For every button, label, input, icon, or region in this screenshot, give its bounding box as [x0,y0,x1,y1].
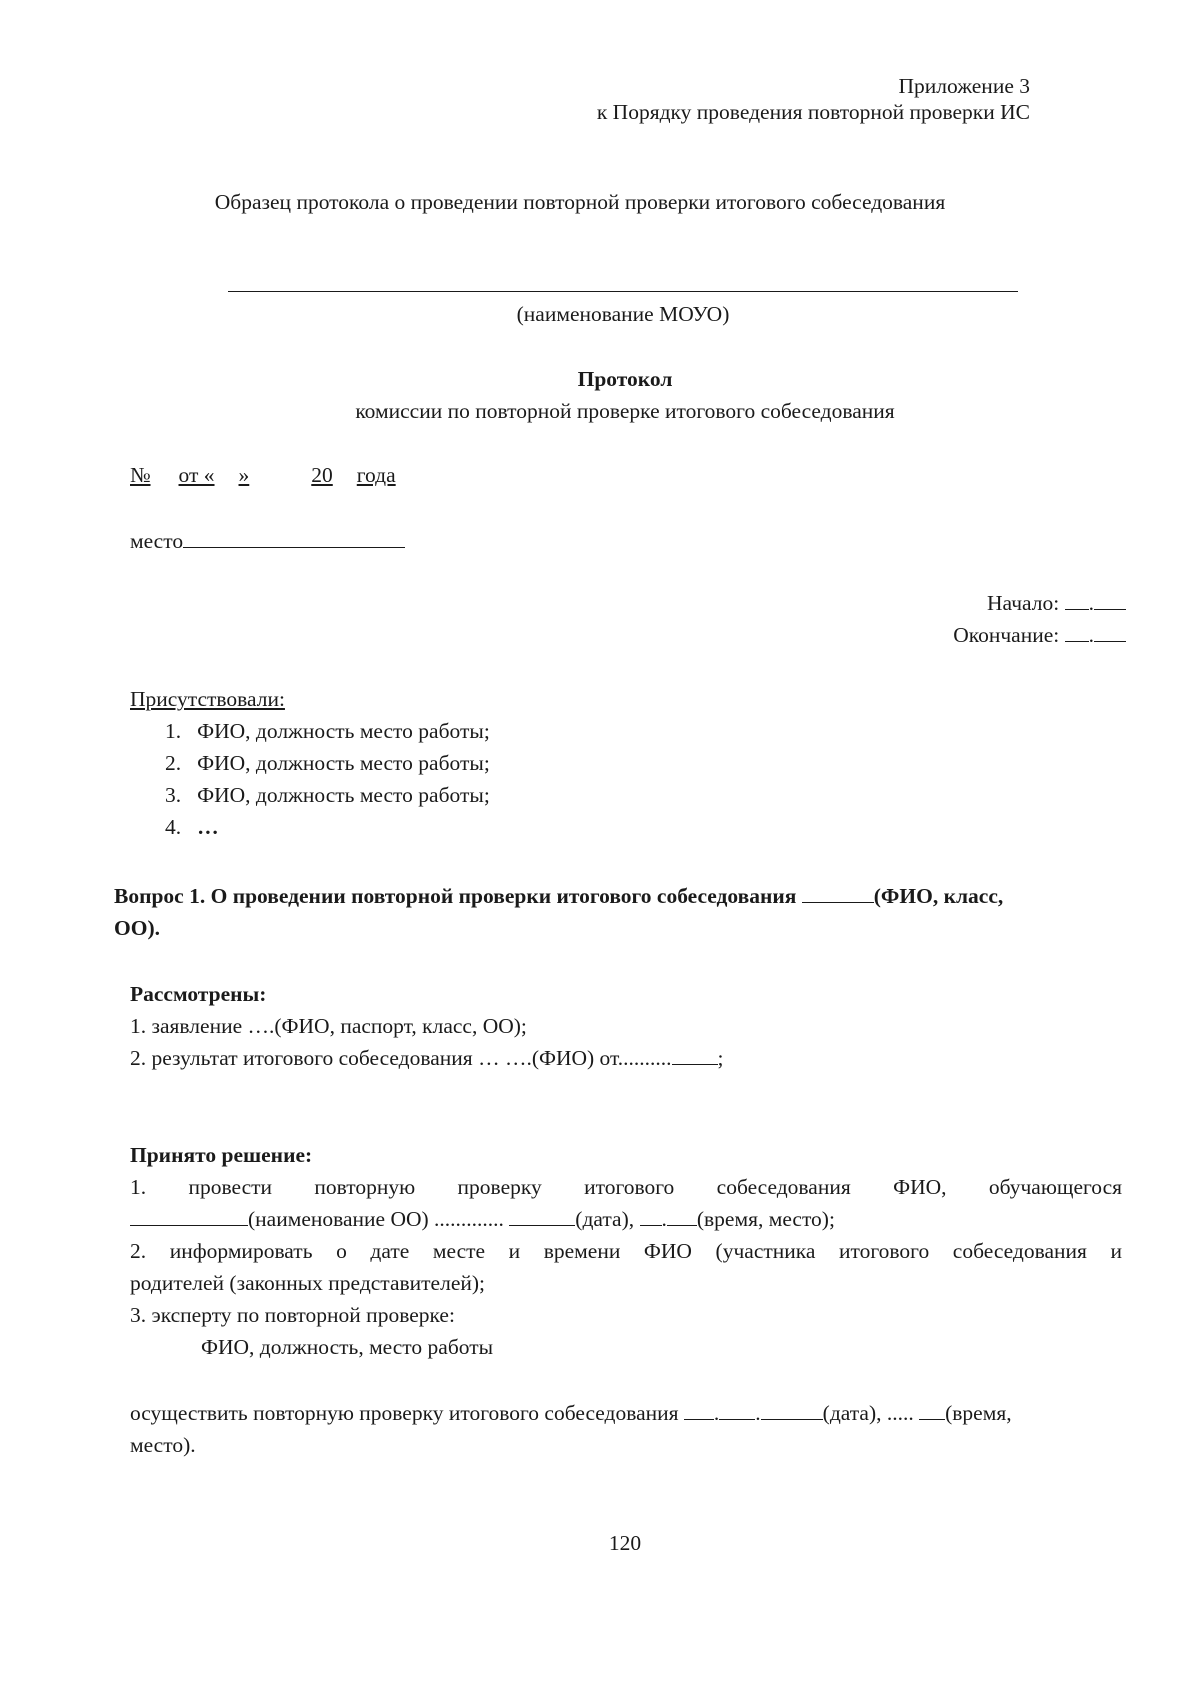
attendee-item [165,779,490,811]
attendee-number: 3. [165,783,182,807]
decision-item-1: 1. провести повторную проверку итогового собеседования ФИО, обучающегося [130,1175,1122,1199]
perform-time-label: (время, [945,1401,1012,1425]
school-name-label: (наименование ОО) ............. [248,1207,504,1231]
considered-heading: Рассмотрены: [130,982,267,1006]
perform-time-blank [919,1397,945,1420]
question-blank [802,880,874,903]
perform-date-label: (дата), ..... [822,1401,914,1425]
appendix-reference: к Порядку проведения повторной проверки ИС [596,100,1030,124]
protocol-title: Протокол [577,367,673,391]
end-hours-blank [1065,619,1089,642]
date-from: от « [178,463,215,487]
time-place-label: (время, место); [696,1207,835,1231]
end-label: Окончание: [953,623,1060,647]
time-sep: . [661,1207,667,1231]
decision-item-2-cont: родителей (законных представителей); [130,1271,486,1295]
decision-heading: Принято решение: [130,1143,313,1167]
perform-dot-1: . [713,1401,720,1425]
end-sep: . [1088,623,1094,647]
attendee-text: ФИО, должность место работы; [197,751,490,775]
start-sep: . [1088,591,1094,615]
sample-title: Образец протокола о проведении повторной проверки итогового собеседования [214,190,946,214]
decision-item-1-cont [130,1203,835,1235]
decision-item-3: 3. эксперту по повторной проверке: [130,1303,455,1327]
protocol-number-line [130,459,396,491]
attendee-text: … [197,815,219,839]
attendee-number: 4. [165,815,182,839]
school-name-blank [130,1203,248,1226]
date-label: (дата), [575,1207,635,1231]
date-goda: года [356,463,396,487]
start-label: Начало: [987,591,1060,615]
perform-line [130,1397,1012,1429]
considered-item-1: 1. заявление ….(ФИО, паспорт, класс, ОО); [130,1014,527,1038]
appendix-number: Приложение 3 [898,74,1030,98]
number-sign: № [130,463,151,487]
check-minutes-blank [667,1203,697,1226]
attendee-item [165,811,219,843]
considered-item-2-text: 2. результат итогового собеседования … ….(ФИО) от.......... [130,1046,672,1070]
end-time-line [953,619,1126,651]
perform-month-blank [719,1397,755,1420]
org-name-line [228,291,1018,292]
attendee-number: 1. [165,719,182,743]
start-hours-blank [1065,587,1089,610]
considered-item-2-end: ; [717,1046,724,1070]
attendees-heading: Присутствовали: [130,687,285,711]
perform-dot-2: . [755,1401,761,1425]
check-hours-blank [640,1203,662,1226]
start-minutes-blank [1094,587,1126,610]
page-number: 120 [608,1531,642,1555]
org-name-caption: (наименование МОУО) [516,302,730,326]
start-time-line [987,587,1126,619]
attendee-text: ФИО, должность место работы; [197,783,490,807]
attendee-item [165,715,490,747]
perform-line-cont: место). [130,1433,196,1457]
question-title-cont: ОО). [114,916,160,940]
place-label: место [130,529,184,553]
attendee-text: ФИО, должность место работы; [197,719,490,743]
expert-info: ФИО, должность, место работы [201,1335,494,1359]
perform-text: осуществить повторную проверку итогового собеседования [130,1401,679,1425]
date-year: 20 [311,463,333,487]
question-text: Вопрос 1. О проведении повторной проверки итогового собеседования [114,884,797,908]
end-minutes-blank [1094,619,1126,642]
place-blank [183,525,405,548]
considered-date-blank [672,1042,718,1065]
perform-day-blank [684,1397,714,1420]
question-title [114,880,1003,912]
protocol-subtitle: комиссии по повторной проверке итогового собеседования [355,399,895,423]
question-fio: (ФИО, класс, [873,884,1004,908]
considered-item-2 [130,1042,724,1074]
place-line [130,525,405,557]
attendee-number: 2. [165,751,182,775]
attendee-item [165,747,490,779]
perform-year-blank [761,1397,823,1420]
decision-item-2: 2. информировать о дате месте и времени ФИО (участника итогового собеседования и [130,1239,1122,1263]
check-date-blank [509,1203,575,1226]
date-close-quote: » [238,463,250,487]
